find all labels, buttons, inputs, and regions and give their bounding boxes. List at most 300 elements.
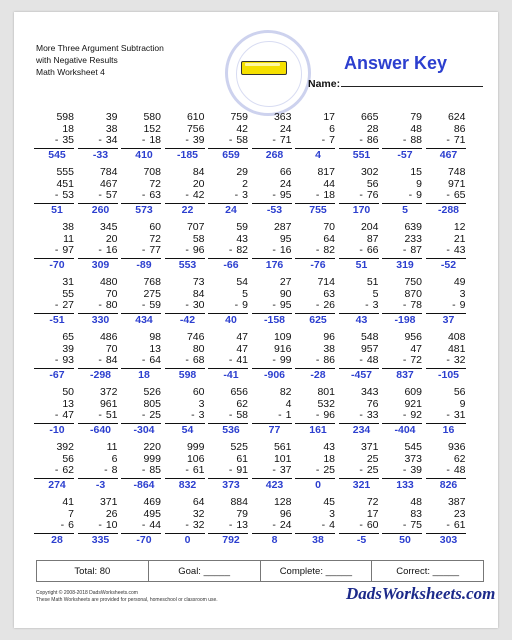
subtraction-problem — [426, 167, 466, 217]
subtrahend-value: 25 — [323, 464, 335, 477]
minuend — [252, 277, 292, 289]
minus-operator: - — [228, 244, 233, 257]
subtrahend-value: 13 — [149, 342, 161, 355]
minuend — [295, 332, 335, 344]
answer: -76 — [310, 259, 326, 272]
minuend — [252, 497, 292, 509]
answer: 16 — [442, 424, 455, 437]
brand-logo: DadsWorksheets.com — [346, 584, 496, 603]
subtrahend — [382, 465, 422, 477]
answer: 274 — [48, 479, 66, 492]
subtrahend-value: 80 — [192, 342, 205, 355]
subtraction-problem — [295, 332, 335, 382]
subtrahend-value: 20 — [192, 177, 205, 190]
minuend-value: 580 — [143, 111, 161, 123]
subtrahend-value: 93 — [62, 354, 74, 367]
answer: -304 — [133, 424, 155, 437]
minuend-value: 363 — [273, 111, 292, 123]
minuend-value: 64 — [192, 496, 205, 508]
minuend-value: 750 — [404, 276, 422, 288]
minuend-value: 624 — [447, 111, 466, 123]
minuend — [34, 442, 74, 454]
minuend — [165, 497, 205, 509]
subtraction-problem — [78, 222, 118, 272]
subtraction-problem — [339, 112, 379, 162]
minuend — [34, 167, 74, 179]
subtrahend-value: 62 — [62, 464, 74, 477]
subtraction-problem — [165, 112, 205, 162]
answer-key-label: Answer Key — [344, 53, 448, 73]
minus-operator: - — [98, 134, 102, 147]
subtrahend-value: 92 — [410, 409, 422, 422]
subtrahend — [165, 355, 205, 367]
minuend — [165, 222, 205, 234]
subtrahend-value: 86 — [366, 134, 379, 147]
subtraction-problem — [208, 277, 248, 327]
subtraction-problem — [34, 387, 74, 437]
minuend — [78, 167, 118, 179]
answer: 37 — [442, 314, 455, 327]
subtrahend-value: 84 — [192, 287, 205, 300]
subtraction-problem — [208, 497, 248, 547]
minus-operator: - — [446, 409, 450, 422]
subtrahend-value: 30 — [192, 299, 205, 312]
minus-operator: - — [278, 409, 282, 422]
subtraction-problem — [295, 222, 335, 272]
minuend-value: 48 — [410, 496, 422, 508]
answer: 545 — [48, 149, 66, 162]
subtraction-problem — [339, 442, 379, 492]
minus-operator: - — [365, 299, 369, 312]
minuend-value: 748 — [447, 166, 466, 178]
minus-operator: - — [359, 409, 363, 422]
subtrahend — [252, 190, 292, 202]
minuend-value: 665 — [360, 111, 379, 123]
subtrahend-value: 60 — [366, 519, 379, 532]
minuend-value: 526 — [143, 386, 161, 398]
minuend — [295, 277, 335, 289]
minuend — [426, 387, 466, 399]
minus-operator: - — [141, 189, 146, 202]
minuend-value: 79 — [410, 111, 422, 123]
subtrahend — [426, 300, 466, 312]
minuend — [339, 222, 379, 234]
minuend — [382, 387, 422, 399]
subtraction-problem — [295, 112, 335, 162]
minus-operator: - — [228, 464, 233, 477]
subtrahend-value: 83 — [410, 507, 422, 520]
minus-operator: - — [141, 299, 146, 312]
subtrahend-value: 99 — [279, 354, 292, 367]
minus-operator: - — [228, 134, 233, 147]
subtraction-problem — [252, 112, 292, 162]
subtrahend-value: 87 — [410, 244, 422, 257]
subtrahend-value: 96 — [323, 409, 335, 422]
subtraction-problem — [382, 497, 422, 547]
subtrahend-value: 47 — [62, 409, 74, 422]
subtrahend-value: 999 — [143, 452, 161, 465]
subtrahend-value: 3 — [459, 287, 466, 300]
subtraction-problem — [165, 277, 205, 327]
answer: 625 — [309, 314, 327, 327]
answer: -298 — [89, 369, 111, 382]
answer: -41 — [223, 369, 239, 382]
minus-operator: - — [359, 519, 363, 532]
minuend — [121, 112, 161, 124]
subtrahend-value: 13 — [62, 397, 74, 410]
answer: 553 — [178, 259, 197, 272]
subtrahend-value: 4 — [285, 397, 292, 410]
minuend-value: 480 — [99, 276, 118, 288]
minus-operator: - — [104, 464, 108, 477]
minuend — [426, 332, 466, 344]
minuend-value: 66 — [279, 166, 292, 178]
subtrahend — [78, 135, 118, 147]
subtrahend-value: 3 — [329, 507, 335, 520]
subtrahend-value: 532 — [317, 397, 335, 410]
answer: -33 — [92, 149, 109, 162]
answer: -57 — [397, 149, 413, 162]
subtraction-problem — [426, 332, 466, 382]
minus-operator: - — [191, 409, 195, 422]
title-line: with Negative Results — [36, 55, 118, 65]
subtrahend-value: 8 — [111, 464, 118, 477]
minuend — [208, 277, 248, 289]
minuend — [34, 277, 74, 289]
subtraction-problem — [382, 332, 422, 382]
subtraction-problem — [121, 497, 161, 547]
minus-operator: - — [402, 519, 407, 532]
answer: 50 — [399, 534, 411, 547]
minuend-value: 408 — [447, 331, 466, 343]
minus-operator: - — [60, 519, 65, 532]
subtraction-problem — [34, 497, 74, 547]
subtrahend-value: 66 — [366, 244, 379, 257]
subtrahend-value: 58 — [192, 232, 205, 245]
answer: 536 — [222, 424, 240, 437]
subtrahend-value: 481 — [447, 342, 466, 355]
subtrahend-value: 5 — [372, 287, 379, 300]
answer: -89 — [136, 259, 152, 272]
subtraction-problem — [165, 222, 205, 272]
minus-operator: - — [228, 519, 233, 532]
minus-operator: - — [98, 409, 102, 422]
subtrahend-value: 61 — [236, 452, 248, 465]
subtraction-problem — [339, 222, 379, 272]
minus-operator: - — [234, 299, 239, 312]
minuend — [295, 222, 335, 234]
subtraction-problem — [78, 167, 118, 217]
name-field-line — [341, 86, 483, 87]
subtrahend-value: 51 — [105, 409, 118, 422]
subtrahend — [34, 135, 74, 147]
minuend — [165, 387, 205, 399]
minuend-value: 707 — [186, 221, 205, 233]
minuend-value: 60 — [192, 386, 205, 398]
subtrahend-value: 95 — [279, 232, 292, 245]
answer: 309 — [91, 259, 110, 272]
minuend-value: 17 — [323, 111, 335, 123]
subtrahend — [252, 355, 292, 367]
subtrahend — [382, 190, 422, 202]
minuend-value: 287 — [273, 221, 292, 233]
subtrahend — [34, 245, 74, 257]
minus-operator: - — [141, 519, 146, 532]
answer: 176 — [265, 259, 284, 272]
subtraction-problem — [339, 387, 379, 437]
subtraction-problem — [121, 277, 161, 327]
minus-operator: - — [359, 354, 363, 367]
minuend-value: 387 — [447, 496, 466, 508]
minuend-value: 639 — [404, 221, 422, 233]
name-label: Name: — [308, 78, 341, 90]
answer: 321 — [352, 479, 371, 492]
subtrahend-value: 43 — [236, 232, 248, 245]
subtrahend — [121, 410, 161, 422]
subtrahend-value: 82 — [323, 244, 335, 257]
subtraction-problem — [78, 387, 118, 437]
subtraction-problem — [295, 167, 335, 217]
answer: 373 — [222, 479, 240, 492]
minus-operator: - — [54, 464, 59, 477]
minuend — [208, 387, 248, 399]
minuend — [121, 222, 161, 234]
subtrahend-value: 61 — [192, 464, 205, 477]
subtraction-problem — [295, 497, 335, 547]
minuend — [78, 222, 118, 234]
minus-operator: - — [185, 299, 189, 312]
subtrahend-value: 6 — [68, 519, 74, 532]
subtrahend-value: 44 — [323, 177, 335, 190]
minus-operator: - — [402, 409, 407, 422]
minuend-value: 345 — [99, 221, 118, 233]
minuend-value: 609 — [404, 386, 422, 398]
subtrahend — [208, 520, 248, 532]
minuend-value: 372 — [99, 386, 118, 398]
minuend — [208, 167, 248, 179]
subtrahend-value: 106 — [186, 452, 205, 465]
answer: -198 — [394, 314, 416, 327]
minuend — [208, 332, 248, 344]
subtrahend-value: 18 — [149, 134, 161, 147]
subtraction-problem — [382, 277, 422, 327]
worksheet-title — [36, 42, 164, 78]
answer: 38 — [312, 534, 324, 547]
answer: -70 — [49, 259, 65, 272]
minus-sign-icon — [241, 61, 287, 75]
minus-operator: - — [446, 519, 450, 532]
subtrahend-value: 82 — [236, 244, 248, 257]
minuend — [165, 167, 205, 179]
subtraction-problem — [121, 387, 161, 437]
answer: 22 — [181, 204, 194, 217]
subtraction-problem — [252, 222, 292, 272]
subtrahend — [34, 190, 74, 202]
worksheet-page — [14, 12, 498, 628]
minus-operator: - — [402, 244, 407, 257]
minuend-value: 817 — [317, 166, 335, 178]
minuend-value: 555 — [56, 166, 74, 178]
minuend — [339, 332, 379, 344]
subtrahend-value: 76 — [366, 189, 379, 202]
subtraction-problem — [252, 497, 292, 547]
subtrahend-value: 47 — [236, 342, 248, 355]
minus-operator: - — [54, 244, 59, 257]
minuend — [295, 497, 335, 509]
subtrahend-value: 75 — [410, 519, 422, 532]
minuend — [78, 112, 118, 124]
answer: 24 — [225, 204, 237, 217]
minuend-value: 392 — [56, 441, 74, 453]
minuend-value: 109 — [273, 331, 292, 343]
minuend-value: 84 — [192, 166, 205, 178]
subtraction-problem — [34, 167, 74, 217]
minuend-value: 708 — [143, 166, 161, 178]
minuend — [382, 332, 422, 344]
subtraction-problem — [208, 332, 248, 382]
minuend — [34, 222, 74, 234]
subtrahend-value: 63 — [323, 287, 335, 300]
answer: 832 — [178, 479, 197, 492]
subtrahend — [252, 410, 292, 422]
minuend-value: 956 — [404, 331, 422, 343]
subtrahend-value: 6 — [329, 122, 335, 135]
subtraction-problem — [165, 497, 205, 547]
subtraction-problem — [121, 442, 161, 492]
answer: -67 — [49, 369, 65, 382]
subtrahend — [78, 355, 118, 367]
answer: 303 — [439, 534, 458, 547]
minuend — [208, 442, 248, 454]
answer: 330 — [91, 314, 110, 327]
subtrahend-value: 71 — [279, 134, 292, 147]
answer: -10 — [49, 424, 65, 437]
subtraction-problem — [78, 442, 118, 492]
subtrahend — [339, 465, 379, 477]
subtrahend-value: 4 — [329, 519, 335, 532]
subtrahend-value: 233 — [404, 232, 422, 245]
minuend — [165, 332, 205, 344]
subtrahend-value: 13 — [236, 519, 248, 532]
minuend-value: 70 — [323, 221, 335, 233]
subtrahend-value: 3 — [198, 397, 205, 410]
subtraction-problem — [295, 387, 335, 437]
answer: 0 — [315, 479, 321, 492]
minuend-value: 759 — [230, 111, 248, 123]
minuend-value: 29 — [236, 166, 248, 178]
subtrahend — [295, 245, 335, 257]
answer: -51 — [49, 314, 65, 327]
minuend — [121, 167, 161, 179]
minuend — [295, 387, 335, 399]
subtrahend-value: 21 — [453, 232, 466, 245]
subtrahend-value: 72 — [410, 354, 422, 367]
title-line: More Three Argument Subtraction — [36, 43, 164, 53]
subtrahend — [295, 135, 335, 147]
subtraction-problem — [252, 442, 292, 492]
subtrahend-value: 10 — [105, 519, 118, 532]
answer: -404 — [394, 424, 416, 437]
subtrahend-value: 34 — [105, 134, 118, 147]
minuend-value: 38 — [62, 221, 74, 233]
minuend-value: 371 — [360, 441, 379, 453]
subtrahend — [295, 300, 335, 312]
subtraction-problem — [121, 112, 161, 162]
minus-operator: - — [272, 299, 276, 312]
subtrahend-value: 39 — [192, 134, 205, 147]
subtrahend — [121, 520, 161, 532]
subtrahend — [165, 190, 205, 202]
answer: 54 — [181, 424, 194, 437]
subtrahend-value: 77 — [149, 244, 161, 257]
subtrahend — [382, 410, 422, 422]
minus-operator: - — [315, 409, 320, 422]
subtrahend-value: 451 — [56, 177, 74, 190]
subtraction-problem — [78, 332, 118, 382]
minus-operator: - — [402, 299, 407, 312]
minuend — [382, 222, 422, 234]
answer: -52 — [440, 259, 457, 272]
subtraction-problem — [121, 222, 161, 272]
subtrahend-value: 96 — [192, 244, 205, 257]
minus-operator: - — [402, 134, 407, 147]
minuend-value: 39 — [105, 111, 118, 123]
subtrahend-value: 26 — [105, 507, 118, 520]
minuend-value: 59 — [236, 221, 248, 233]
subtrahend — [252, 300, 292, 312]
minuend-value: 65 — [62, 331, 74, 343]
subtrahend-value: 3 — [198, 409, 205, 422]
minus-operator: - — [272, 134, 276, 147]
subtraction-problem — [78, 112, 118, 162]
subtrahend-value: 76 — [366, 397, 379, 410]
minus-operator: - — [234, 189, 239, 202]
subtraction-problem — [252, 167, 292, 217]
subtrahend — [165, 300, 205, 312]
subtrahend — [165, 465, 205, 477]
minuend-value: 15 — [410, 166, 422, 178]
subtrahend-value: 72 — [149, 177, 161, 190]
minuend — [121, 442, 161, 454]
subtrahend — [382, 355, 422, 367]
minuend-value: 204 — [360, 221, 379, 233]
minuend — [78, 497, 118, 509]
subtrahend — [78, 410, 118, 422]
subtraction-problem — [121, 167, 161, 217]
answer: 423 — [265, 479, 284, 492]
minuend-value: 936 — [447, 441, 466, 453]
minuend-value: 60 — [149, 221, 161, 233]
answer: 335 — [91, 534, 110, 547]
minuend-value: 656 — [230, 386, 248, 398]
subtrahend-value: 971 — [447, 177, 466, 190]
subtrahend-value: 39 — [410, 464, 422, 477]
subtrahend-value: 63 — [149, 189, 161, 202]
answer: 837 — [396, 369, 414, 382]
subtrahend — [78, 300, 118, 312]
minus-operator: - — [321, 134, 326, 147]
minus-operator: - — [446, 354, 450, 367]
subtrahend-value: 80 — [105, 299, 118, 312]
minuend — [295, 112, 335, 124]
subtrahend-value: 72 — [149, 232, 161, 245]
answer: 40 — [225, 314, 237, 327]
subtrahend-value: 64 — [323, 232, 335, 245]
title-line: Math Worksheet 4 — [36, 67, 105, 77]
minuend-value: 469 — [143, 496, 161, 508]
minuend-value: 884 — [230, 496, 248, 508]
minuend-value: 27 — [279, 276, 292, 288]
